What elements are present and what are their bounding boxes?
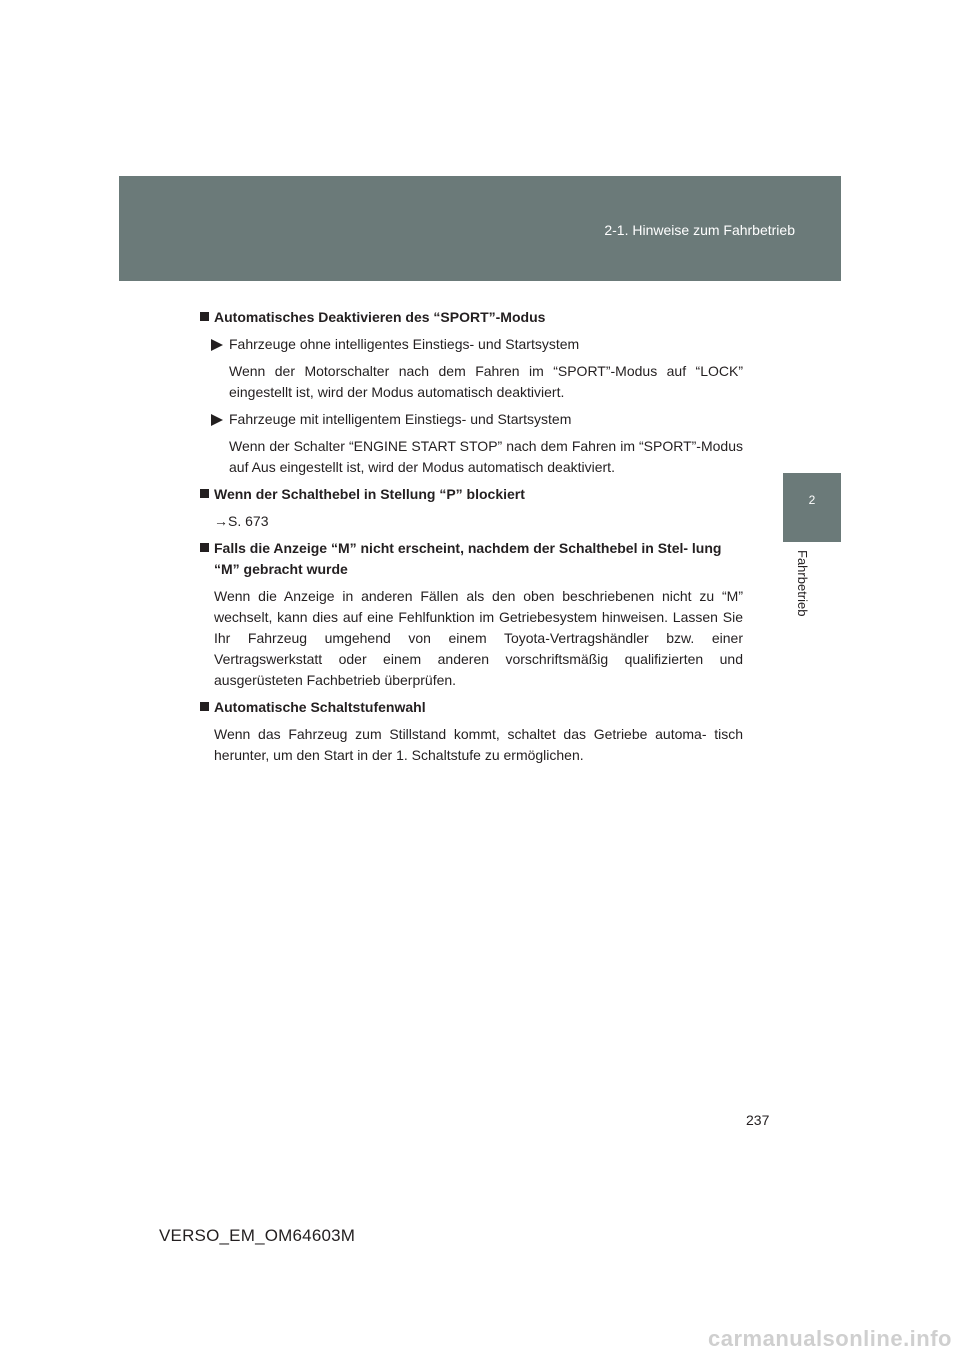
square-bullet-icon: [200, 489, 209, 498]
triangle-bullet-icon: [211, 414, 223, 426]
paragraph: Wenn das Fahrzeug zum Stillstand kommt, schaltet das Getriebe automa- tisch herunter, um den Start in der 1. Schaltstufe zu ermöglichen.: [214, 726, 743, 763]
document-code: VERSO_EM_OM64603M: [159, 1226, 356, 1245]
sub-item: [197, 409, 743, 430]
sub-item-title: Fahrzeuge mit intelligentem Einstiegs- und Startsystem: [229, 411, 572, 427]
paragraph: Wenn der Schalter “ENGINE START STOP” nach dem Fahren im “SPORT”-Modus auf Aus eingestellt ist, wird der Modus automatisch deaktiviert.: [229, 438, 743, 475]
paragraph: Wenn der Motorschalter nach dem Fahren im “SPORT”-Modus auf “LOCK” eingestellt ist, wird der Modus automatisch deaktiviert.: [229, 363, 743, 400]
section-heading: [200, 538, 743, 580]
heading-text: Wenn der Schalthebel in Stellung “P” blockiert: [214, 486, 525, 502]
section-heading: [200, 484, 743, 505]
page-number: 237: [746, 1112, 770, 1128]
header-band: [119, 176, 841, 281]
page-content: [214, 307, 743, 772]
section-heading: [200, 697, 743, 718]
heading-text: Automatisches Deaktivieren des “SPORT”-Modus: [214, 309, 546, 325]
sub-item-title: Fahrzeuge ohne intelligentes Einstiegs- und Startsystem: [229, 336, 580, 352]
square-bullet-icon: [200, 543, 209, 552]
triangle-bullet-icon: [211, 339, 223, 351]
page-reference-link[interactable]: →S. 673: [214, 513, 269, 529]
paragraph: Wenn die Anzeige in anderen Fällen als den oben beschriebenen nicht zu “M” wechselt, kann dies auf eine Fehlfunktion im Getriebesystem hinweisen. Lassen Sie Ihr Fahrzeug umgehend von einem Toyota-Vertragshändler bzw. einer Vertragswerkstatt oder einem anderen vorschriftsmäßig qualifizierten und ausgerüsteten Fachbetrieb überprüfen.: [214, 588, 743, 688]
chapter-label: Fahrbetrieb: [795, 550, 810, 617]
watermark: carmanualsonline.info: [708, 1326, 952, 1351]
heading-text: Automatische Schaltstufenwahl: [214, 699, 426, 715]
square-bullet-icon: [200, 312, 209, 321]
chapter-tab[interactable]: [783, 473, 841, 542]
heading-text: Falls die Anzeige “M” nicht erscheint, nachdem der Schalthebel in Stel- lung “M” gebracht wurde: [214, 540, 722, 577]
section-title: 2-1. Hinweise zum Fahrbetrieb: [604, 222, 795, 238]
section-heading: [200, 307, 743, 328]
square-bullet-icon: [200, 702, 209, 711]
chapter-number: 2: [808, 493, 816, 507]
sub-item: [197, 334, 743, 355]
